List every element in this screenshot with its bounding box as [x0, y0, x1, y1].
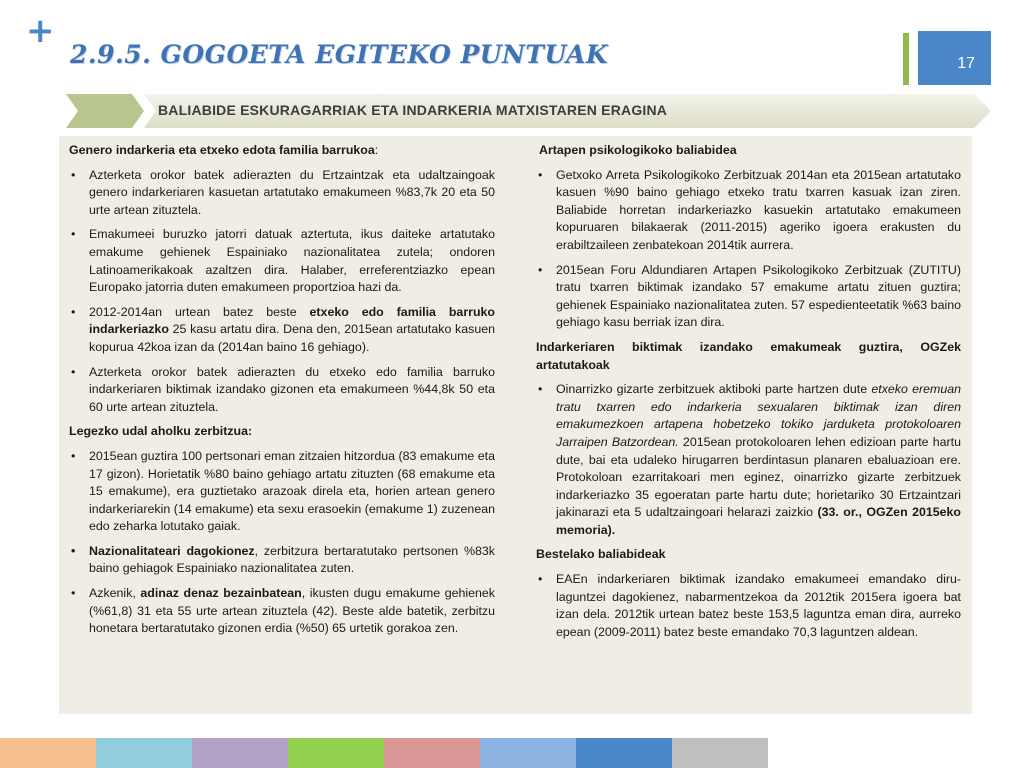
heading-victims-total: Indarkeriaren biktimak izandako emakumeak guztira, OGZek artatutakoak [536, 339, 961, 372]
bullet-icon: • [71, 364, 76, 379]
footer-stripe [672, 738, 768, 768]
footer-stripe [576, 738, 672, 768]
page-title: 2.9.5. GOGOETA EGITEKO PUNTUAK [70, 40, 609, 69]
plus-icon: + [26, 11, 55, 51]
footer-stripe [0, 738, 96, 768]
list-item-text: 2015ean guztira 100 pertsonari eman zitzaien hitzordua (83 emakume eta 17 gizon). Horietatik %80 baino gehiago artatu zituzten (68 emakume eta 15 emakume), era guztietako arazoak direla eta, horien artean genero indarkeriarekin (14 emakume) eta sexu erasoekin (emakume 1) zuzenean edo zeharka lotutako gaiak. [89, 448, 495, 534]
heading-gender-violence [69, 142, 495, 160]
heading-legal-service: Legezko udal aholku zerbitzua: [69, 424, 253, 439]
bullet-icon: • [538, 382, 543, 397]
footer-stripe [96, 738, 192, 768]
bullet-icon: • [71, 227, 76, 242]
heading-suffix: : [374, 143, 379, 157]
bullet-icon: • [538, 167, 543, 182]
heading-other-resources: Bestelako baliabideak [536, 547, 666, 562]
list-item-text: , zerbitzura bertaratutako pertsonen %83k baino gehiagok Espainiako nazionalitatea zuten. [89, 543, 495, 576]
list-item-text: , ikusten dugu emakume gehienek (%61,8) 31 eta 55 urte artean zituztela (42). Beste alde batetik, zerbitzu honetara bertaratutako gizonen erdia (%50) 65 urtetik gorakoa zen. [89, 586, 495, 636]
list-item-emphasis: (33. or., OGZen 2015eko memoria). [556, 505, 961, 537]
list-item-italic: etxeko eremuan tratu txarren edo indarkeria sexualaren biktimak izan diren emakumezkoen artapena hobetzeko tokiko jarduketa protokoloaren Jarraipen Batzordean. [556, 382, 961, 449]
list-item [69, 543, 495, 578]
heading-psych-resource: Artapen psikologikoko baliabidea [539, 143, 737, 157]
bullet-icon: • [538, 262, 543, 277]
footer-stripe [192, 738, 288, 768]
section-subtitle: BALIABIDE ESKURAGARRIAK ETA INDARKERIA MATXISTAREN ERAGINA [158, 102, 668, 118]
list-item-text: Emakumeei buruzko jatorri datuak aztertuta, ikus daiteke artatutako emakume gehienek Espainiako nazionalitatea zutela; ondoren Latinoamerikakoak azaltzen dira. Halaber, erreferentziazko epean Europako jatorria duten emakumeen proportzioa hazi da. [89, 227, 495, 295]
page-number: 17 [957, 55, 975, 72]
list-item-text: Oinarrizko gizarte zerbitzuek aktiboki parte hartzen dute [556, 382, 872, 397]
list-item [69, 585, 495, 638]
list-item [536, 381, 961, 539]
list-item-emphasis: adinaz denaz bezainbatean [140, 586, 302, 601]
bullet-icon: • [538, 572, 543, 587]
list-item-text: 25 kasu artatu dira. Dena den, 2015ean artatutako kasuen kopurua 42koa izan da (2014an baino 16 gehiago). [89, 322, 495, 354]
content-panel [59, 136, 972, 714]
footer-color-stripes [0, 738, 768, 768]
list-item-text: 2015ean protokoloaren lehen edizioan parte hartu dute, bai eta udaleko hirugarren berdintasun planaren ebaluazioan ere. Protokoloan ezarritakoari men eginez, oinarrizko gizarte zerbitzuek indarkeriazko 35 egoeratan parte hartu dute; horietariko 30 Ertzaintzari jakinarazi eta 5 udaltzaingoari helarazi zaizkio [556, 434, 961, 520]
footer-stripe [384, 738, 480, 768]
list-item-text: Azterketa orokor batek adierazten du Ertzaintzak eta udaltzaingoak genero indarkeriaren kasuetan artatutako emakumeen %83,7k 20 eta 50 urte artean zituztela. [89, 167, 495, 217]
heading-text: Genero indarkeria eta etxeko edota familia barrukoa [69, 143, 375, 157]
section-banner [66, 94, 991, 128]
list-item [536, 262, 961, 332]
right-column [536, 142, 961, 648]
bullet-icon: • [71, 543, 76, 558]
list-item-text: EAEn indarkeriaren biktimak izandako emakumeei emandako diru-laguntzei dagokienez, nabarmentzekoa da 2012tik 2015era igoera bat izan dela. 2012tik urtean batez beste 153,5 laguntza eman dira, aurreko epean (2009-2011) batez beste emandako 70,3 laguntzen aldean. [556, 572, 961, 639]
list-item [69, 167, 495, 220]
list-item-emphasis: Nazionalitateari dagokionez [89, 543, 255, 558]
list-item [536, 167, 961, 255]
list-item [69, 364, 495, 417]
list-item [536, 571, 961, 641]
bullet-icon: • [71, 167, 76, 182]
list-item-emphasis: etxeko edo familia barruko indarkeriazko [89, 304, 495, 337]
footer-stripe [480, 738, 576, 768]
list-item-text: 2015ean Foru Aldundiaren Artapen Psikologikoko Zerbitzuak (ZUTITU) tratu txarren biktimak izandako 57 emakume artatu zituen guztira; gehienek Espainiako nazionalitatea zuten. 57 espedienteetatik %63 baino gehiago kasu berriak izan dira. [556, 262, 961, 330]
list-item-text: Getxoko Arreta Psikologikoko Zerbitzuak 2014an eta 2015ean artatutako kasuen %90 baino gehiago etxeko tratu txarren kasuak izan ziren. Baliabide horretan indarkeriazko kasuekin artatutako emakumeen kopuruaren bilakaerak (2011-2015) ageriko igoera erakusten du erabiltzaileen zenbatekoan 2014tik aurrera. [556, 167, 961, 252]
list-item [69, 448, 495, 536]
list-item-text: Azkenik, [89, 586, 141, 601]
footer-stripe [288, 738, 384, 768]
bullet-icon: • [71, 304, 76, 319]
page-number-box [918, 31, 991, 85]
bullet-icon: • [71, 586, 76, 601]
list-item-text: Azterketa orokor batek adierazten du etxeko edo familia barruko indarkeriaren biktimak izandako gizonen eta emakumeen %44,8k 50 eta 60 urte artean zituztela. [89, 364, 495, 414]
bullet-icon: • [71, 448, 76, 463]
left-column [69, 142, 495, 645]
accent-divider [903, 33, 909, 85]
list-item [69, 304, 495, 357]
list-item [69, 226, 495, 296]
list-item-text: 2012-2014an urtean batez beste [89, 304, 310, 319]
